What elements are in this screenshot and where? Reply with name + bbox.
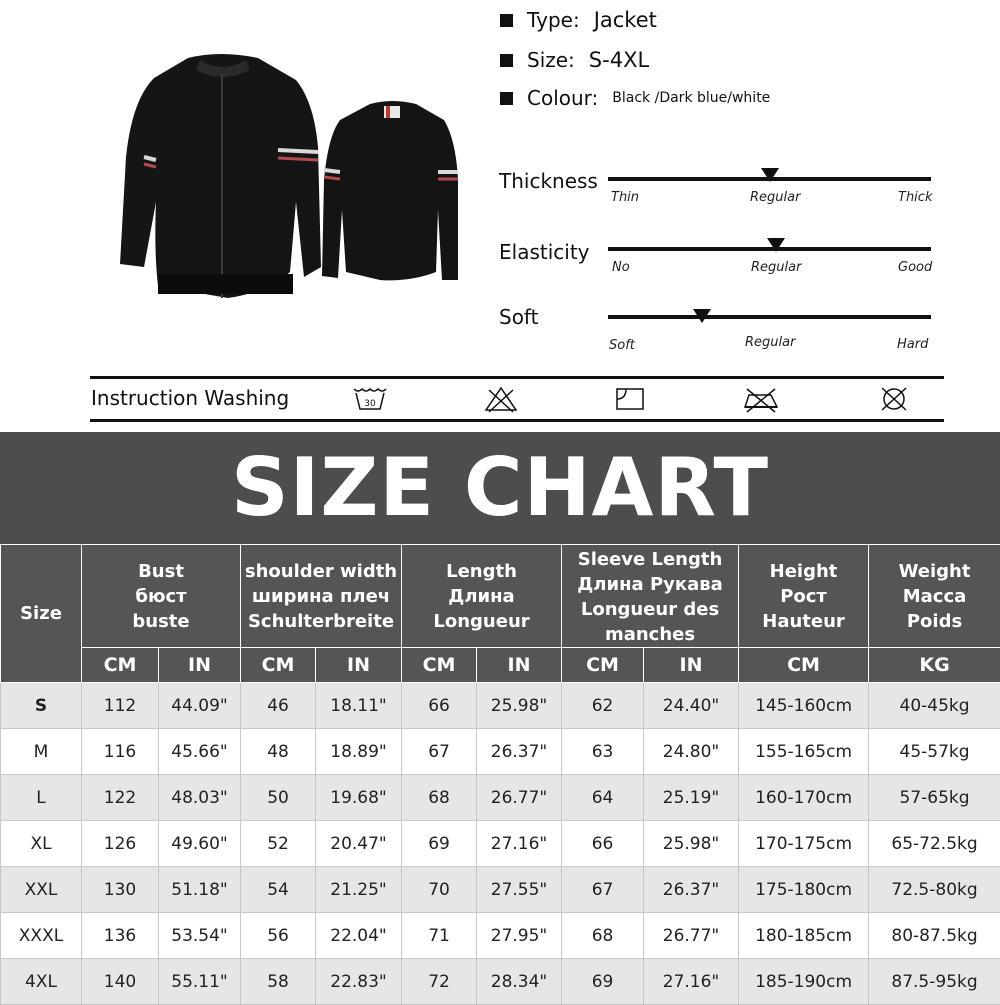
table-cell: 52 — [241, 821, 316, 867]
table-cell: 26.77" — [644, 913, 739, 959]
unit-header: IN — [159, 648, 241, 683]
table-cell: 24.80" — [644, 729, 739, 775]
table-cell: 51.18" — [159, 867, 241, 913]
wash-30-icon — [352, 385, 388, 413]
table-cell: 58 — [241, 959, 316, 1005]
table-cell: 69 — [402, 821, 477, 867]
scale-high-label: Hard — [897, 337, 928, 352]
table-cell: 155-165cm — [739, 729, 869, 775]
scale-low-label: Soft — [609, 338, 635, 353]
size-label: XXL — [1, 867, 82, 913]
unit-header: CM — [739, 648, 869, 683]
table-cell: 130 — [82, 867, 159, 913]
wash-temp: 30 — [364, 399, 376, 409]
table-cell: 140 — [82, 959, 159, 1005]
washing-title: Instruction Washing — [91, 386, 289, 410]
no-bleach-icon — [483, 385, 519, 413]
unit-header: IN — [644, 648, 739, 683]
table-cell: 56 — [241, 913, 316, 959]
table-cell: 160-170cm — [739, 775, 869, 821]
table-cell: 122 — [82, 775, 159, 821]
size-label: L — [1, 775, 82, 821]
table-row — [1, 821, 1000, 867]
table-cell: 25.19" — [644, 775, 739, 821]
washing-instructions — [90, 376, 944, 422]
spec-type-value: Jacket — [594, 8, 657, 32]
bust-header: Bust бюст buste — [82, 545, 241, 648]
table-cell: 62 — [562, 683, 644, 729]
unit-header: KG — [869, 648, 1000, 683]
size-label: S — [1, 683, 82, 729]
table-cell: 18.89" — [316, 729, 402, 775]
height-header: Height Рост Hauteur — [739, 545, 869, 648]
unit-header: CM — [402, 648, 477, 683]
table-cell: 21.25" — [316, 867, 402, 913]
table-cell: 55.11" — [159, 959, 241, 1005]
table-cell: 26.37" — [477, 729, 562, 775]
unit-header: CM — [82, 648, 159, 683]
unit-header: CM — [241, 648, 316, 683]
table-row — [1, 775, 1000, 821]
table-row — [1, 867, 1000, 913]
size-label: 4XL — [1, 959, 82, 1005]
table-cell: 72 — [402, 959, 477, 1005]
table-cell: 63 — [562, 729, 644, 775]
scale-marker-icon — [761, 168, 779, 182]
table-cell: 48.03" — [159, 775, 241, 821]
bullet-square-icon — [500, 92, 513, 105]
unit-header: CM — [562, 648, 644, 683]
table-cell: 180-185cm — [739, 913, 869, 959]
spec-type-key: Type: — [527, 8, 580, 32]
table-cell: 44.09" — [159, 683, 241, 729]
table-cell: 70 — [402, 867, 477, 913]
table-cell: 20.47" — [316, 821, 402, 867]
scale-mid-label: Regular — [750, 190, 800, 205]
table-cell: 24.40" — [644, 683, 739, 729]
size-label: M — [1, 729, 82, 775]
unit-header: IN — [477, 648, 562, 683]
scale-name: Elasticity — [499, 240, 590, 264]
table-cell: 27.55" — [477, 867, 562, 913]
table-row — [1, 959, 1000, 1005]
size-chart-body — [1, 683, 1000, 1005]
table-cell: 68 — [562, 913, 644, 959]
size-header: Size — [1, 545, 82, 683]
weight-header: Weight Масса Poids — [869, 545, 1000, 648]
table-row — [1, 729, 1000, 775]
table-cell: 49.60" — [159, 821, 241, 867]
spec-colour — [500, 82, 770, 114]
table-cell: 71 — [402, 913, 477, 959]
table-cell: 25.98" — [477, 683, 562, 729]
table-cell: 65-72.5kg — [869, 821, 1000, 867]
size-chart-title: SIZE CHART — [0, 441, 1000, 534]
spec-colour-value: Black /Dark blue/white — [612, 90, 770, 106]
table-cell: 45-57kg — [869, 729, 1000, 775]
table-cell: 112 — [82, 683, 159, 729]
table-cell: 27.95" — [477, 913, 562, 959]
jacket-front-image — [118, 52, 323, 302]
table-cell: 67 — [562, 867, 644, 913]
spec-size — [500, 44, 649, 76]
scale-mid-label: Regular — [745, 335, 795, 350]
spec-type — [500, 4, 657, 36]
table-cell: 26.37" — [644, 867, 739, 913]
table-cell: 170-175cm — [739, 821, 869, 867]
scale-mid-label: Regular — [751, 260, 801, 275]
table-cell: 116 — [82, 729, 159, 775]
scale-low-label: No — [612, 260, 630, 275]
length-header: Length Длина Longueur — [402, 545, 562, 648]
scale-high-label: Thick — [898, 190, 932, 205]
table-cell: 27.16" — [644, 959, 739, 1005]
table-cell: 50 — [241, 775, 316, 821]
table-cell: 27.16" — [477, 821, 562, 867]
table-cell: 26.77" — [477, 775, 562, 821]
table-cell: 185-190cm — [739, 959, 869, 1005]
no-dry-clean-icon — [876, 385, 912, 413]
tumble-dry-icon — [612, 385, 648, 413]
sleeve-length-header: Sleeve Length Длина Рукава Longueur des manches — [562, 545, 739, 648]
table-cell: 45.66" — [159, 729, 241, 775]
table-cell: 66 — [562, 821, 644, 867]
table-cell: 69 — [562, 959, 644, 1005]
scale-low-label: Thin — [611, 190, 639, 205]
table-cell: 126 — [82, 821, 159, 867]
table-row — [1, 683, 1000, 729]
table-cell: 175-180cm — [739, 867, 869, 913]
table-cell: 64 — [562, 775, 644, 821]
table-cell: 22.04" — [316, 913, 402, 959]
unit-header: IN — [316, 648, 402, 683]
size-chart-table — [0, 544, 1000, 1005]
table-cell: 57-65kg — [869, 775, 1000, 821]
size-label: XL — [1, 821, 82, 867]
table-cell: 25.98" — [644, 821, 739, 867]
size-chart-unit-row — [1, 648, 1000, 683]
table-cell: 19.68" — [316, 775, 402, 821]
spec-size-key: Size: — [527, 48, 575, 72]
scale-marker-icon — [767, 238, 785, 252]
table-cell: 28.34" — [477, 959, 562, 1005]
scale-name: Thickness — [499, 169, 598, 193]
table-cell: 145-160cm — [739, 683, 869, 729]
table-cell: 66 — [402, 683, 477, 729]
table-cell: 136 — [82, 913, 159, 959]
table-cell: 46 — [241, 683, 316, 729]
table-cell: 53.54" — [159, 913, 241, 959]
scale-marker-icon — [693, 309, 711, 323]
table-cell: 68 — [402, 775, 477, 821]
scale-track — [608, 315, 931, 319]
table-cell: 22.83" — [316, 959, 402, 1005]
scale-name: Soft — [499, 305, 538, 329]
spec-colour-key: Colour: — [527, 86, 598, 110]
table-cell: 18.11" — [316, 683, 402, 729]
table-cell: 87.5-95kg — [869, 959, 1000, 1005]
bullet-square-icon — [500, 54, 513, 67]
size-label: XXXL — [1, 913, 82, 959]
size-chart-header-row — [1, 545, 1000, 648]
shoulder-width-header: shoulder width ширина плеч Schulterbreite — [241, 545, 402, 648]
table-cell: 40-45kg — [869, 683, 1000, 729]
scale-high-label: Good — [898, 260, 932, 275]
table-cell: 48 — [241, 729, 316, 775]
table-cell: 67 — [402, 729, 477, 775]
jacket-back-image — [320, 100, 460, 285]
no-iron-icon — [743, 385, 779, 413]
table-row — [1, 913, 1000, 959]
table-cell: 80-87.5kg — [869, 913, 1000, 959]
table-cell: 54 — [241, 867, 316, 913]
spec-size-value: S-4XL — [589, 48, 649, 72]
bullet-square-icon — [500, 14, 513, 27]
table-cell: 72.5-80kg — [869, 867, 1000, 913]
